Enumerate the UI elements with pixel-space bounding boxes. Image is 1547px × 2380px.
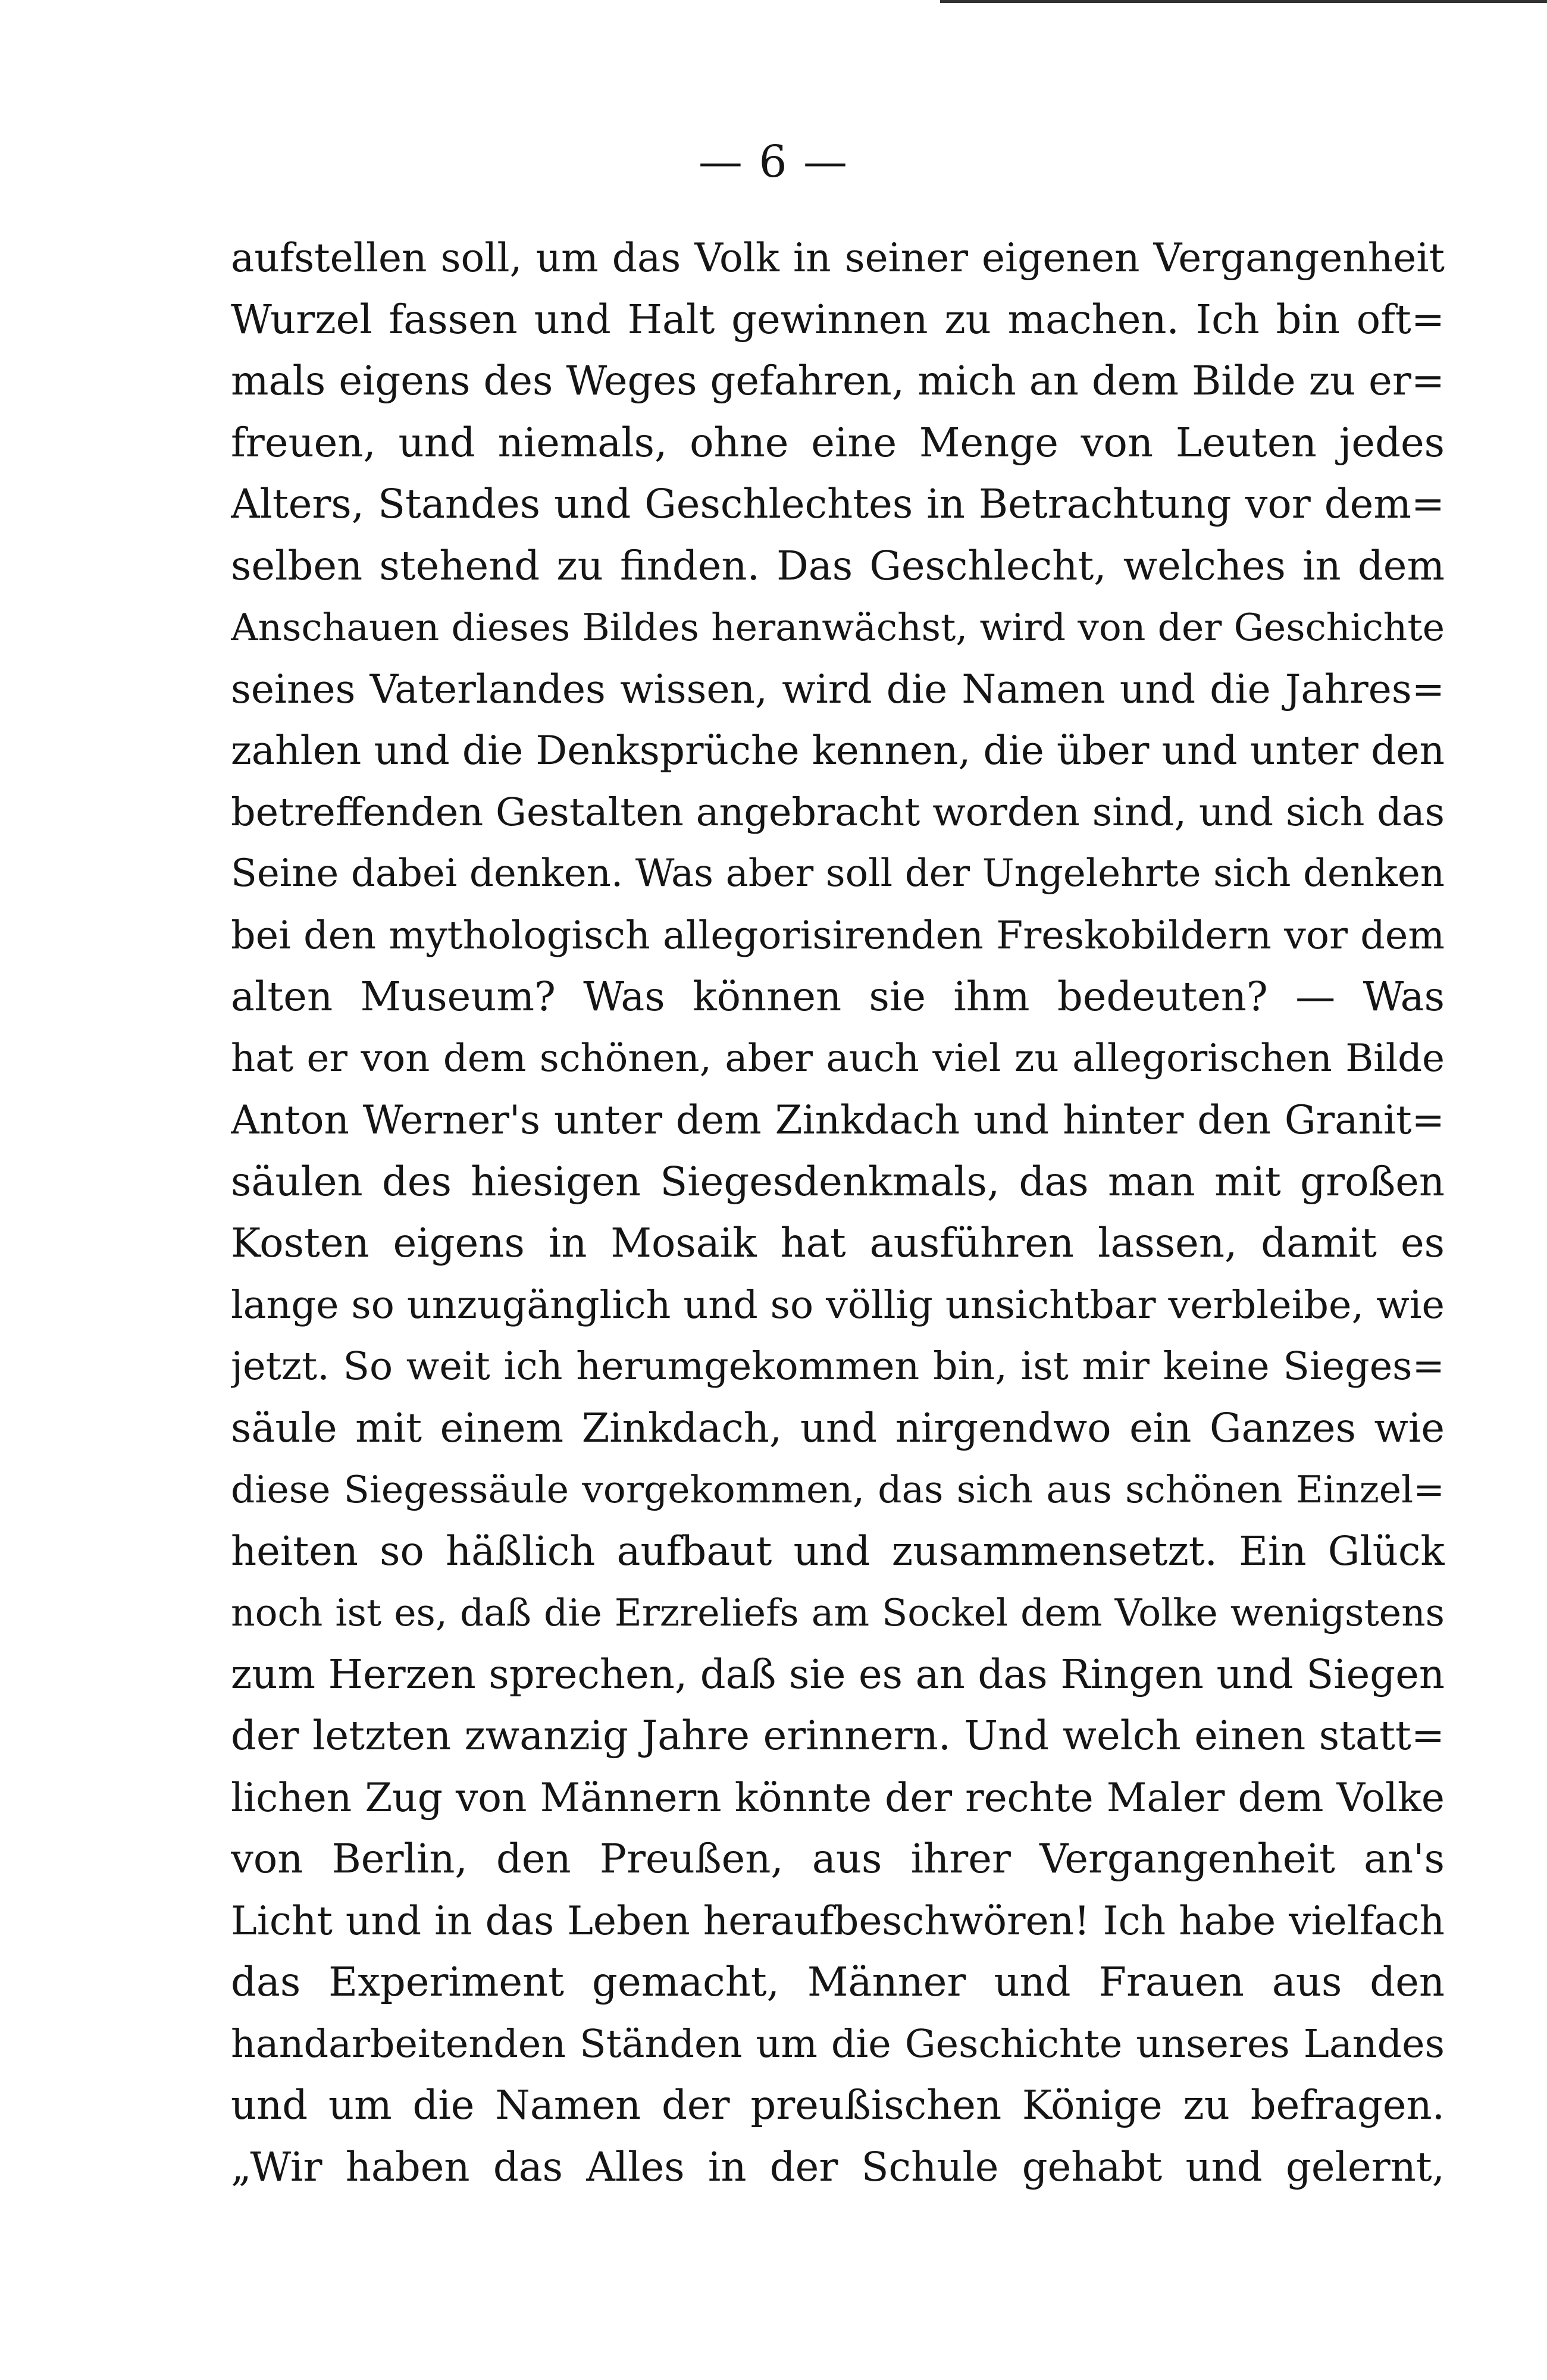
text-line: lichen Zug von Männern könnte der rechte Maler dem Volke xyxy=(231,1774,1445,1821)
body-text xyxy=(231,227,1445,2198)
text-line: der letzten zwanzig Jahre erinnern. Und welch einen statt= xyxy=(231,1712,1445,1759)
scan-edge xyxy=(940,0,1547,3)
text-line: lange so unzugänglich und so völlig unsichtbar verbleibe, wie xyxy=(231,1282,1445,1327)
text-line: aufstellen soll, um das Volk in seiner eigenen Vergangenheit xyxy=(231,235,1445,281)
text-line: „Wir haben das Alles in der Schule gehabt und gelernt, xyxy=(231,2143,1445,2190)
text-line: zahlen und die Denksprüche kennen, die über und unter den xyxy=(231,728,1445,774)
text-line: hat er von dem schönen, aber auch viel zu allegorischen Bilde xyxy=(231,1036,1445,1081)
text-line: handarbeitenden Ständen um die Geschichte unseres Landes xyxy=(231,2021,1445,2066)
text-line: Wurzel fassen und Halt gewinnen zu machen. Ich bin oft= xyxy=(231,296,1445,343)
text-line: von Berlin, den Preußen, aus ihrer Vergangenheit an's xyxy=(231,1836,1445,1882)
text-line: freuen, und niemals, ohne eine Menge von Leuten jedes xyxy=(231,419,1445,466)
text-line: seines Vaterlandes wissen, wird die Namen und die Jahres= xyxy=(231,666,1445,712)
text-line: und um die Namen der preußischen Könige zu befragen. xyxy=(231,2082,1445,2128)
text-line: das Experiment gemacht, Männer und Frauen aus den xyxy=(231,1959,1445,2005)
text-line: mals eigens des Weges gefahren, mich an dem Bilde zu er= xyxy=(231,358,1445,404)
text-line: säulen des hiesigen Siegesdenkmals, das man mit großen xyxy=(231,1158,1445,1205)
text-line: noch ist es, daß die Erzreliefs am Sockel dem Volke wenigstens xyxy=(231,1591,1445,1634)
page-number: — 6 — xyxy=(698,136,849,187)
text-line: betreffenden Gestalten angebracht worden sind, und sich das xyxy=(231,790,1445,835)
text-line: säule mit einem Zinkdach, und nirgendwo ein Ganzes wie xyxy=(231,1404,1445,1451)
text-line: bei den mythologisch allegorisirenden Freskobildern vor dem xyxy=(231,913,1445,958)
text-line: zum Herzen sprechen, daß sie es an das Ringen und Siegen xyxy=(231,1651,1445,1698)
text-line: Anton Werner's unter dem Zinkdach und hinter den Granit= xyxy=(231,1097,1445,1143)
text-line: Kosten eigens in Mosaik hat ausführen lassen, damit es xyxy=(231,1220,1445,1266)
text-line: Alters, Standes und Geschlechtes in Betrachtung vor dem= xyxy=(231,481,1445,527)
text-line: selben stehend zu finden. Das Geschlecht, welches in dem xyxy=(231,542,1445,589)
text-line: Seine dabei denken. Was aber soll der Ungelehrte sich denken xyxy=(231,851,1445,895)
text-line: alten Museum? Was können sie ihm bedeuten? — Was xyxy=(231,973,1445,1020)
text-line: Anschauen dieses Bildes heranwächst, wird von der Geschichte xyxy=(231,606,1445,649)
text-line: Licht und in das Leben heraufbeschwören! Ich habe vielfach xyxy=(231,1897,1445,1944)
text-line: diese Siegessäule vorgekommen, das sich aus schönen Einzel= xyxy=(231,1468,1445,1511)
text-line: heiten so häßlich aufbaut und zusammensetzt. Ein Glück xyxy=(231,1527,1445,1574)
text-line: jetzt. So weit ich herumgekommen bin, ist mir keine Sieges= xyxy=(231,1344,1445,1389)
